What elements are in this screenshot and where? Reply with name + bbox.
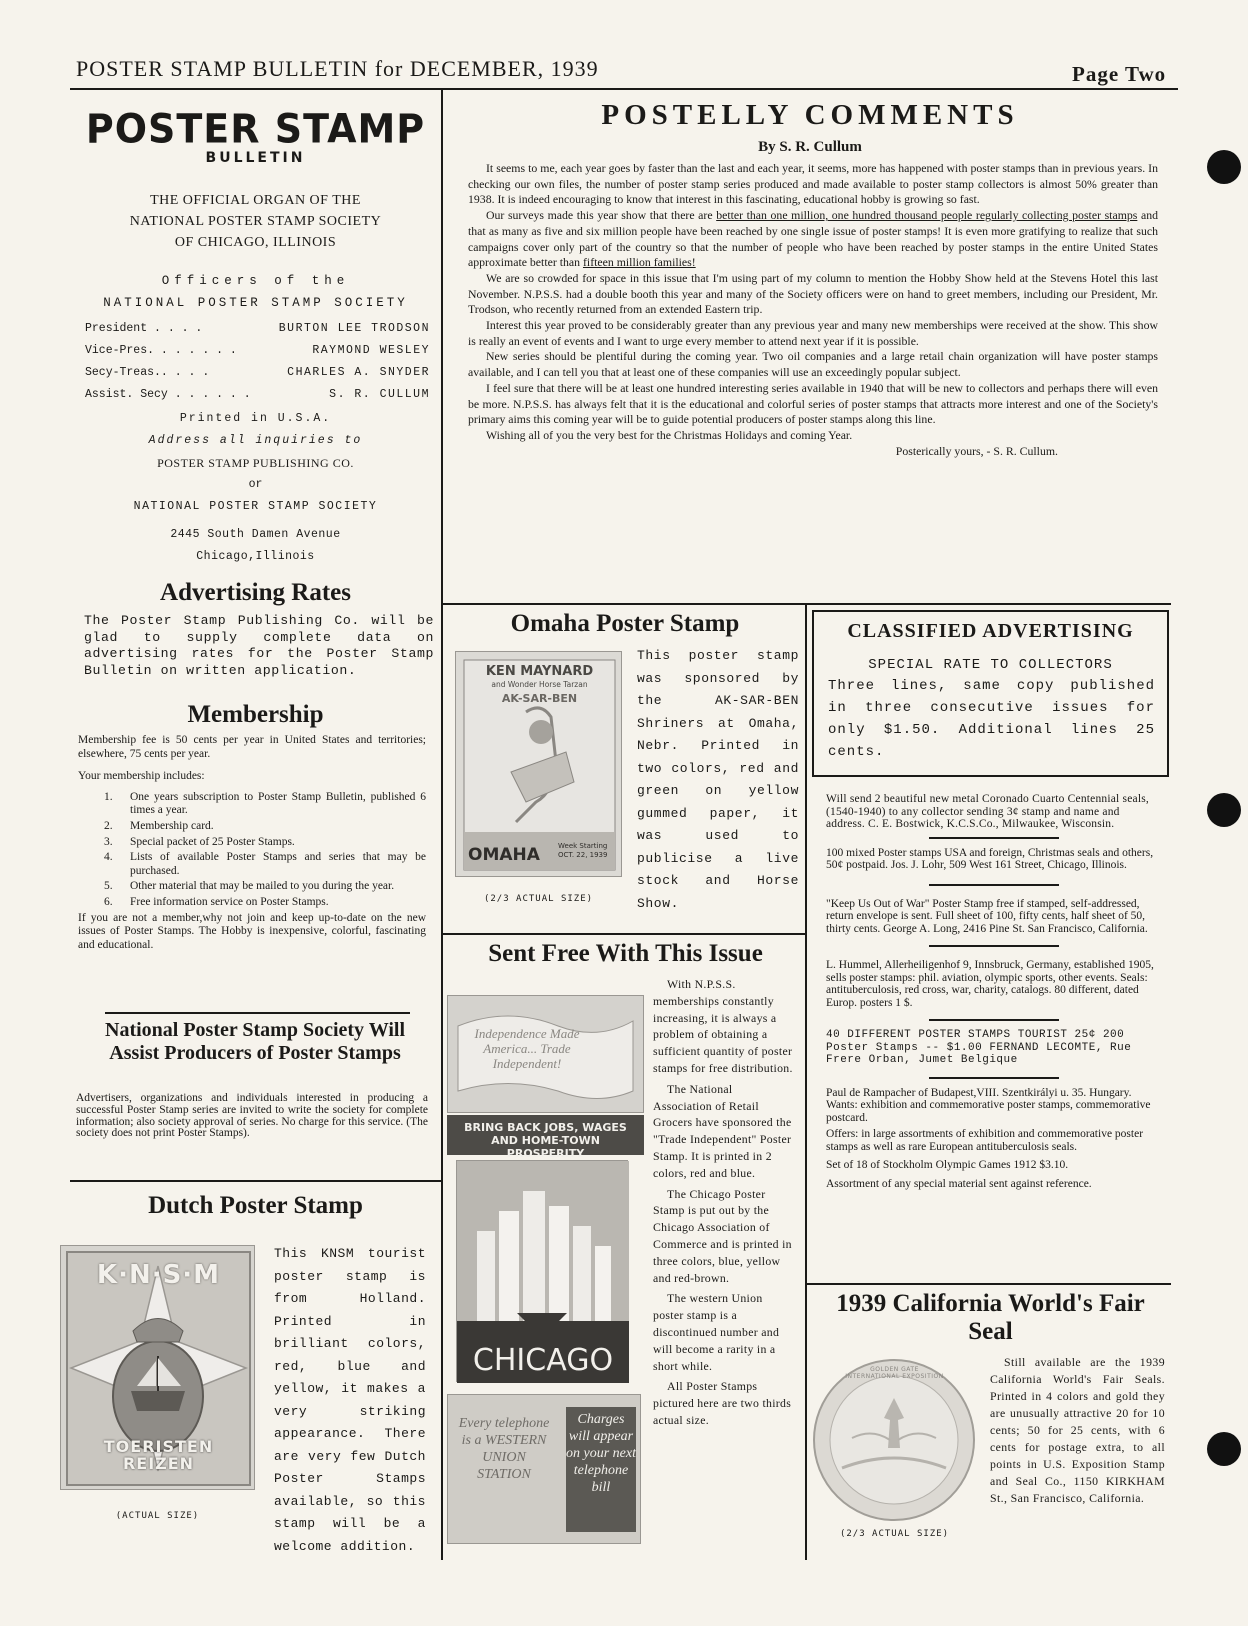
list-text: Special packet of 25 Poster Stamps. — [130, 835, 295, 848]
list-item — [78, 820, 426, 834]
officer-role: Vice-Pres. . . . . . . — [85, 344, 237, 357]
npss-assist-title: National Poster Stamp Society Will Assist Producers of Poster Stamps — [105, 1019, 405, 1064]
classified-ad: 100 mixed Poster stamps USA and foreign, Christmas seals and others, 50¢ postpaid. Jos. J. Lohr, 509 West 161 Street, Chicago, Illinois. — [826, 846, 1154, 871]
western-union-left-text: Every telephone is a WESTERN UNION STATION — [458, 1416, 550, 1482]
npss-assist-body: Advertisers, organizations and individuals interested in producing a successful Poster Stamp series are invited to write the society for complete information; also society approval of series. No charge for this service. (The society does not print Poster Stamps). — [76, 1092, 428, 1140]
ad-divider — [929, 1019, 1059, 1021]
sent-free-p5: All Poster Stamps pictured here are two thirds actual size. — [653, 1379, 792, 1427]
classified-ads — [826, 793, 1161, 1190]
omaha-stamp-mid: AK-SAR-BEN — [501, 692, 578, 705]
officer-name: BURTON LEE TRODSON — [278, 322, 430, 335]
list-item — [78, 836, 426, 850]
classified-ad: 40 DIFFERENT POSTER STAMPS TOURIST 25¢ 200 Poster Stamps -- $1.00 FERNAND LECOMTE, Rue Frere Orban, Jumet Belgique — [826, 1029, 1132, 1066]
list-item — [78, 896, 426, 910]
official-organ — [78, 190, 433, 253]
ad-divider — [929, 1077, 1059, 1079]
classified-box — [812, 610, 1169, 777]
western-union-right-text: Charges will appear on your next telephone bill — [566, 1407, 636, 1532]
omaha-body: This poster stamp was sponsored by the AK-SAR-BEN Shriners at Omaha, Nebr. Printed in two colors, red and green on yellow gummed paper, it was used to publicise a live stock and Horse Show. — [637, 648, 799, 911]
california-body: Still available are the 1939 California World's Fair Seals. Printed in 4 colors and gold they are unusually attractive 20 for 10 cents; 50 for 25 cents, with 6 cents for postage extra, to all points in U.S. Exposition Stamp and Seal Co., 1150 KIRKHAM St., San Francisco, California. — [990, 1355, 1165, 1505]
sent-free-p2: The National Association of Retail Grocers have sponsored the "Trade Independent" Poster Stamp. It is printed in 2 colors, red and blue. — [653, 1081, 792, 1180]
city-address: Chicago,Illinois — [196, 550, 315, 563]
trade-stamp-text: Independence Made America... Trade Independent! — [474, 1026, 580, 1071]
list-item — [78, 791, 426, 818]
classified-ad: "Keep Us Out of War" Poster Stamp free if stamped, self-addressed, return envelope is sent. Full sheet of 100, fifty cents, half sheet of 50, thirty cents. George A. Long, 2416 Pine St. San Francisco, California. — [826, 897, 1148, 935]
list-text: Other material that may be mailed to you during the year. — [130, 880, 395, 893]
postelly-p2 — [468, 208, 1158, 271]
sent-free-p3: The Chicago Poster Stamp is put out by the Chicago Association of Commerce and is printed in three colors, blue, yellow and red-brown. — [653, 1186, 792, 1285]
officers-title-line-2: NATIONAL POSTER STAMP SOCIETY — [103, 296, 408, 310]
officer-name: RAYMOND WESLEY — [312, 344, 430, 357]
dutch-body: This KNSM tourist poster stamp is from Holland. Printed in brilliant colors, red, blue and yellow, it makes a very striking appearance. There are very few Dutch Poster Stamps available, so this stamp will be a welcome addition. — [274, 1246, 426, 1554]
list-text: Membership card. — [130, 819, 214, 832]
officers-title — [78, 270, 433, 314]
classified-ad: Will send 2 beautiful new metal Coronado Cuarto Centennial seals, (1540-1940) to any collector sending 3¢ stamp and name and address. C. E. Bostwick, K.C.S.Co., Milwaukee, Wisconsin. — [826, 793, 1149, 830]
punch-hole-bottom — [1207, 1432, 1241, 1466]
organ-line-3: OF CHICAGO, ILLINOIS — [174, 235, 337, 250]
postelly-p6: I feel sure that there will be at least one hundred interesting series available in 1940 that will be new to collectors and perhaps there will even be more. N.P.S.S. has always felt that it is the educational and colorful series of poster stamps that attracts more interest and one of the Society's primary aims this coming year will be to guide potential producers of poster stamps along this line. — [468, 380, 1158, 427]
omaha-caption: (2/3 ACTUAL SIZE) — [483, 894, 594, 904]
mid-column-rule — [805, 605, 807, 1560]
omaha-stamp-week: Week Starting OCT. 22, 1939 — [558, 842, 608, 859]
page-number: Page Two — [1072, 62, 1167, 86]
chicago-stamp-text: CHICAGO — [472, 1343, 614, 1378]
officer-row — [85, 362, 430, 384]
officer-role: Assist. Secy . . . . . . — [85, 388, 251, 401]
ad-rates-body: The Poster Stamp Publishing Co. will be glad to supply complete data on advertising rates for the Poster Stamp Bulletin on written application. — [84, 613, 434, 678]
address-block — [78, 408, 433, 568]
list-text: Free information service on Poster Stamps. — [130, 895, 329, 908]
classified-ad: Offers: in large assortments of exhibition and commemorative poster stamps as well as rare European antituberculosis seals. — [826, 1128, 1144, 1153]
officer-role: President . . . . — [85, 322, 203, 335]
omaha-stamp-top: KEN MAYNARD — [485, 664, 594, 679]
or-text: or — [248, 478, 263, 491]
ad-divider — [929, 945, 1059, 947]
list-number: 6. — [104, 895, 113, 908]
punch-hole-top — [1207, 150, 1241, 184]
list-number: 1. — [104, 790, 113, 803]
list-text: Lists of available Poster Stamps and series that may be purchased. — [130, 851, 426, 877]
chicago-stamp — [456, 1160, 628, 1382]
postelly-p1: It seems to me, each year goes by faster than the last and each year, it seems, more has happened with poster stamps than in previous years. In checking our own files, the number of poster stamp series produced and made available to poster stamp collectors is almost 50% greater than 1938. It is indeed encouraging to know that interest in this fascinating, educational hobby is growing so fast. — [468, 161, 1158, 207]
knsm-stamp-image — [60, 1245, 255, 1490]
omaha-stamp-bottom: OMAHA — [468, 845, 540, 865]
publisher-2: NATIONAL POSTER STAMP SOCIETY — [133, 500, 378, 513]
officers-list — [85, 318, 430, 406]
classified-title: CLASSIFIED ADVERTISING — [847, 620, 1134, 642]
left-column-rule — [441, 90, 443, 1560]
classified-ad: Assortment of any special material sent against reference. — [826, 1177, 1092, 1190]
officers-title-line-1: Officers of the — [161, 274, 350, 288]
list-number: 5. — [104, 880, 113, 893]
dutch-caption: (ACTUAL SIZE) — [115, 1511, 200, 1521]
membership-section — [78, 734, 426, 952]
jobs-stamp-banner — [447, 1115, 644, 1160]
sent-free-body — [653, 976, 793, 1429]
ad-divider — [929, 884, 1059, 886]
list-number: 3. — [104, 835, 113, 848]
omaha-title: Omaha Poster Stamp — [510, 610, 740, 637]
officer-row — [85, 384, 430, 406]
postelly-p4: Interest this year proved to be considerably greater than any previous year and many new memberships were received at the show. This show is really an event of events and I want to urge every member to attend next year if it is possible. — [468, 318, 1158, 348]
sent-free-title: Sent Free With This Issue — [488, 940, 763, 967]
left-divider-rule — [70, 1180, 442, 1182]
sent-free-p1: With N.P.S.S. memberships constantly increasing, it is always a problem of obtaining a sufficient quantity of poster stamps for free distribution. — [653, 977, 793, 1075]
knsm-stamp-top: K·N·S·M — [96, 1260, 221, 1290]
postelly-p2-underline: better than one million, one hundred thousand people regularly collecting poster stamps — [716, 208, 1138, 223]
classified-sub: SPECIAL RATE TO COLLECTORS — [868, 657, 1113, 673]
western-union-stamp — [447, 1394, 641, 1544]
postelly-p3: We are so crowded for space in this issue that I'm using part of my column to mention the Hobby Show held at the Stevens Hotel this last November. N.P.S.S. had a double booth this year and many of the Society officers were on hand to greet members, including our President, Mr. Trodson, who recently returned from an extended Eastern trip. — [468, 270, 1158, 317]
postelly-sign: Posterically yours, - S. R. Cullum. — [895, 443, 1058, 458]
classified-bottom-rule — [805, 1283, 1171, 1285]
officer-name: S. R. CULLUM — [329, 388, 430, 401]
officer-role: Secy-Treas.. . . . — [85, 366, 210, 379]
list-number: 4. — [104, 851, 113, 864]
california-title: 1939 California World's Fair Seal — [836, 1290, 1145, 1345]
postelly-p5: New series should be plentiful during the coming year. Two oil companies and a large retail chain organization will have poster stamps available, and I can tell you that at least one of these companies will use an exceedingly popular subject. — [468, 349, 1158, 380]
postelly-byline: By S. R. Cullum — [758, 139, 862, 155]
publisher-1: POSTER STAMP PUBLISHING CO. — [157, 456, 354, 470]
organ-line-2: NATIONAL POSTER STAMP SOCIETY — [129, 214, 382, 229]
omaha-stamp-sub: and Wonder Horse Tarzan — [491, 680, 588, 689]
officer-row — [85, 340, 430, 362]
masthead-subtitle: BULLETIN — [205, 150, 306, 166]
membership-includes: Your membership includes: — [78, 770, 205, 783]
list-text: One years subscription to Poster Stamp Bulletin, published 6 times a year. — [130, 790, 426, 817]
classified-ad: L. Hummel, Allerheiligenhof 9, Innsbruck, Germany, established 1905, sells poster stamps: phil. aviation, olympic sports, other events. Seals: antituberculosis, red cross, war, charity, catalogs. 80 different, dated Europ. posters 1 $. — [826, 959, 1154, 1009]
officer-row — [85, 318, 430, 340]
california-seal-graphic — [812, 1358, 977, 1523]
left-short-rule — [105, 1012, 410, 1014]
dutch-title: Dutch Poster Stamp — [148, 1192, 363, 1219]
officer-name: CHARLES A. SNYDER — [287, 366, 430, 379]
ad-divider — [929, 837, 1059, 839]
sent-free-p4: The western Union poster stamp is a discontinued number and will become a rarity in a short while. — [653, 1291, 780, 1373]
list-item — [78, 880, 426, 894]
ad-rates-title: Advertising Rates — [160, 579, 351, 606]
header-rule — [70, 88, 1178, 90]
membership-list — [78, 791, 426, 910]
omaha-bottom-rule — [441, 933, 806, 935]
classified-ad: Set of 18 of Stockholm Olympic Games 1912 $3.10. — [826, 1159, 1069, 1171]
organ-line-1: THE OFFICIAL ORGAN OF THE — [150, 193, 361, 208]
postelly-bottom-rule — [441, 603, 1171, 605]
masthead-title: POSTER STAMP — [85, 105, 426, 153]
postelly-title: POSTELLY COMMENTS — [601, 99, 1019, 131]
printed-in: Printed in U.S.A. — [179, 412, 332, 425]
classified-ad: Paul de Rampacher of Budapest,VIII. Szentkirályi u. 35. Hungary. Wants: exhibition and commemorative poster stamps, commemorative postcard. — [826, 1086, 1151, 1124]
postelly-p2-b: and that as many as five and six million people have been reached by one single issue of poster stamps! It is even more gratifying to realize that such campaigns cover only part of the country so that the number of people who have been reached by poster stamps in the entire United States approximate better than — [468, 208, 1158, 270]
jobs-stamp-text: BRING BACK JOBS, WAGES AND HOME-TOWN PROSPERITY — [464, 1121, 627, 1160]
punch-hole-middle — [1207, 793, 1241, 827]
membership-fee: Membership fee is 50 cents per year in United States and territories; elsewhere, 75 cents per year. — [78, 734, 426, 760]
omaha-stamp-image — [455, 651, 622, 877]
list-number: 2. — [104, 819, 113, 832]
california-seal-image — [812, 1358, 977, 1523]
california-seal-text: GOLDEN GATE INTERNATIONAL EXPOSITION — [845, 1366, 944, 1380]
masthead — [78, 105, 433, 166]
trade-independent-stamp — [447, 995, 644, 1113]
membership-closing: If you are not a member,why not join and keep up-to-date on the new issues of Poster Stamps. The Hobby is inexpensive, colorful, fascinating and educational. — [78, 911, 426, 951]
list-item — [78, 851, 426, 878]
classified-rate-body: Three lines, same copy published in three consecutive issues for only $1.50. Additional lines 25 cents. — [828, 678, 1155, 760]
postelly-p7: Wishing all of you the very best for the Christmas Holidays and coming Year. — [486, 427, 853, 442]
california-caption: (2/3 ACTUAL SIZE) — [839, 1529, 950, 1539]
postelly-p2-a: Our surveys made this year show that there are — [486, 208, 717, 223]
membership-title: Membership — [187, 701, 324, 728]
address-label: Address all inquiries to — [148, 434, 363, 447]
postelly-p2-underline-2: fifteen million families! — [582, 255, 696, 270]
running-header: POSTER STAMP BULLETIN for DECEMBER, 1939 — [76, 56, 599, 81]
postelly-body — [468, 161, 1158, 459]
knsm-stamp-bottom: TOERISTEN REIZEN — [103, 1437, 214, 1473]
street-address: 2445 South Damen Avenue — [170, 528, 341, 541]
